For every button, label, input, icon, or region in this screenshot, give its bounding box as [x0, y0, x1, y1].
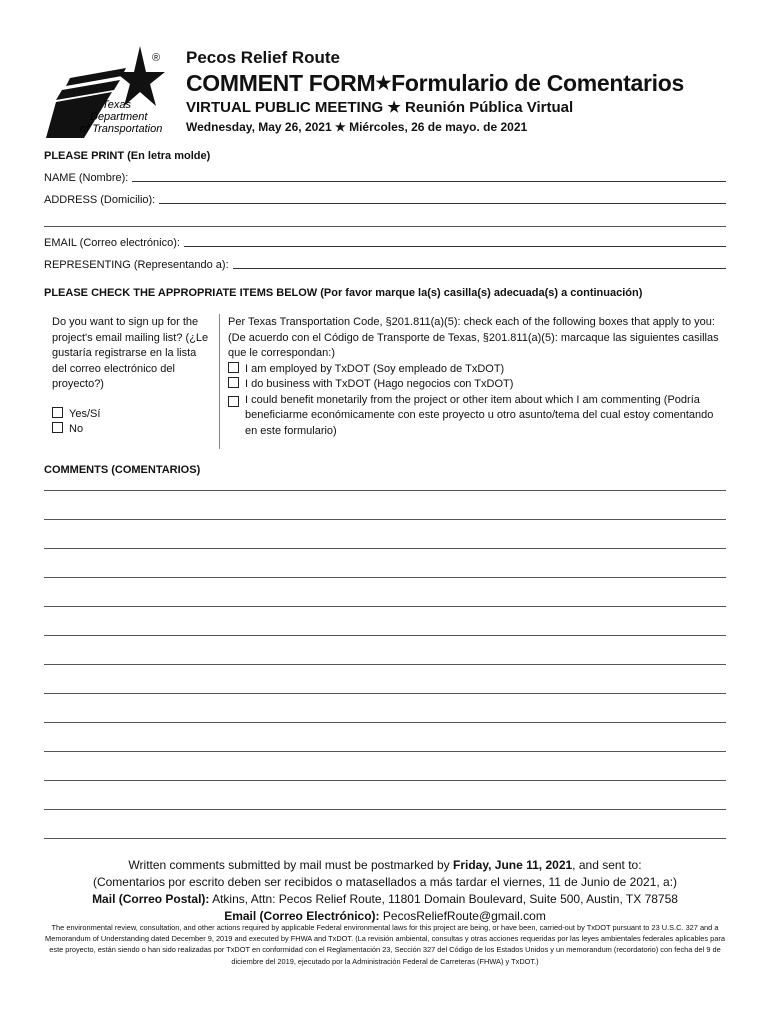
email-contact-label: Email (Correo Electrónico): — [224, 909, 380, 923]
comment-line[interactable] — [44, 606, 726, 607]
check-heading: PLEASE CHECK THE APPROPRIATE ITEMS BELOW (Por favor marque la(s) casilla(s) adecuada(s) a continuación) — [44, 287, 643, 299]
comment-line[interactable] — [44, 780, 726, 781]
employed-label: I am employed by TxDOT (Soy empleado de TxDOT) — [245, 362, 505, 375]
comment-line[interactable] — [44, 548, 726, 549]
benefit-label: I could benefit monetarily from the project or other item about which I am commenting (Podría beneficiarme económicamente con este proyecto u otro asunto/tema del cual estoy comentando en este formulario) — [245, 393, 714, 437]
star-icon: ★ — [375, 73, 392, 93]
comment-line[interactable] — [44, 577, 726, 578]
representing-label: REPRESENTING (Representando a): — [44, 259, 229, 271]
benefit-checkbox[interactable] — [228, 396, 239, 407]
title-es: Formulario de Comentarios — [391, 70, 684, 96]
address-field[interactable] — [44, 192, 726, 206]
mail-value: Atkins, Attn: Pecos Relief Route, 11801 Domain Boulevard, Suite 500, Austin, TX 78758 — [209, 892, 678, 906]
deadline-post: , and sent to: — [572, 858, 642, 872]
meeting-en: VIRTUAL PUBLIC MEETING — [186, 99, 384, 116]
deadline-pre: Written comments submitted by mail must be postmarked by — [128, 858, 453, 872]
representing-field[interactable] — [44, 257, 726, 271]
email-contact-value[interactable]: PecosReliefRoute@gmail.com — [379, 909, 546, 923]
name-line[interactable] — [132, 181, 726, 182]
comment-line[interactable] — [44, 664, 726, 665]
name-label: NAME (Nombre): — [44, 172, 129, 184]
comments-heading: COMMENTS (COMENTARIOS) — [44, 464, 201, 476]
comment-line[interactable] — [44, 722, 726, 723]
comment-line[interactable] — [44, 635, 726, 636]
mail-address — [40, 891, 730, 908]
title-en: COMMENT FORM — [186, 70, 376, 96]
business-option[interactable] — [228, 377, 724, 393]
deadline-line — [40, 857, 730, 874]
no-label: No — [69, 423, 84, 435]
email-line[interactable] — [184, 246, 726, 247]
yes-option[interactable] — [52, 407, 214, 423]
submission-instructions — [40, 857, 730, 925]
comment-line[interactable] — [44, 751, 726, 752]
logo-text-texas: Texas — [102, 99, 131, 111]
representing-line[interactable] — [233, 268, 726, 269]
business-checkbox[interactable] — [228, 377, 239, 388]
mailing-question-text: Do you want to sign up for the project's email mailing list? (¿Le gustaría registrarse en la lista del correo electrónico del proyecto?) — [52, 316, 209, 390]
business-label: I do business with TxDOT (Hago negocios con TxDOT) — [245, 378, 514, 390]
code-intro: Per Texas Transportation Code, §201.811(a)(5): check each of the following boxes that apply to you: (De acuerdo con el Código de Transporte de Texas, §201.811(a)(5): marcaque las siguientes casillas que le correspondan:) — [228, 316, 719, 359]
deadline-date: Friday, June 11, 2021 — [452, 858, 573, 872]
comment-line[interactable] — [44, 519, 726, 520]
comment-line[interactable] — [44, 838, 726, 839]
column-divider — [219, 314, 220, 449]
meeting-title — [186, 98, 573, 116]
star-icon: ★ — [387, 99, 401, 116]
yes-checkbox[interactable] — [52, 407, 63, 418]
mail-label: Mail (Correo Postal): — [92, 892, 210, 906]
transportation-code-section — [228, 315, 724, 439]
comment-line[interactable] — [44, 693, 726, 694]
address-line[interactable] — [159, 203, 726, 204]
print-instruction: PLEASE PRINT (En letra molde) — [44, 150, 211, 162]
no-checkbox[interactable] — [52, 422, 63, 433]
form-title — [186, 70, 684, 97]
email-label: EMAIL (Correo electrónico): — [44, 237, 180, 249]
mailing-list-question — [52, 315, 214, 438]
employed-checkbox[interactable] — [228, 362, 239, 373]
deadline-spanish: (Comentarios por escrito deben ser recibidos o matasellados a más tardar el viernes, 11 de Junio de 2021, a:) — [92, 875, 678, 889]
registered-mark: ® — [152, 52, 161, 64]
no-option[interactable] — [52, 422, 214, 438]
employed-option[interactable] — [228, 362, 724, 378]
comment-line[interactable] — [44, 809, 726, 810]
date-en: Wednesday, May 26, 2021 — [186, 120, 332, 134]
txdot-logo — [40, 42, 170, 142]
email-field[interactable] — [44, 235, 726, 249]
date-es: Miércoles, 26 de mayo. de 2021 — [349, 120, 528, 134]
benefit-option[interactable] — [228, 393, 724, 440]
logo-text-department: Department — [90, 111, 148, 123]
name-field[interactable] — [44, 170, 726, 184]
address-line-2[interactable] — [44, 226, 726, 227]
meeting-date — [186, 120, 527, 134]
logo-text-transportation: of Transportation — [80, 123, 163, 135]
legal-notice: The environmental review, consultation, and other actions required by applicable Federal environmental laws for this project are being, or have been, carried-out by TxDOT pursuant to 23 U.S.C. 327 and a Memorandum of Understanding dated December 9, 2019 and executed by FHWA and TxDOT. (La revisión ambiental, consultas y otras acciones requeridas por las leyes ambientales federales aplicables para este proyecto, están siendo o han sido realizadas por TxDOT en conformidad con el Reglamentación 23, Sección 327 del Código de los Estados Unidos y un memorandum (recordatorio) con fecha del 9 de diciembre del 2019, ejecutado por la Administración Federal de Carreteras (FHWA) y TxDOT.) — [45, 923, 725, 966]
yes-label: Yes/Sí — [69, 407, 101, 420]
address-label: ADDRESS (Domicilio): — [44, 194, 156, 206]
project-name: Pecos Relief Route — [186, 48, 340, 67]
meeting-es: Reunión Pública Virtual — [405, 99, 574, 116]
comment-line[interactable] — [44, 490, 726, 491]
star-icon: ★ — [334, 120, 346, 134]
